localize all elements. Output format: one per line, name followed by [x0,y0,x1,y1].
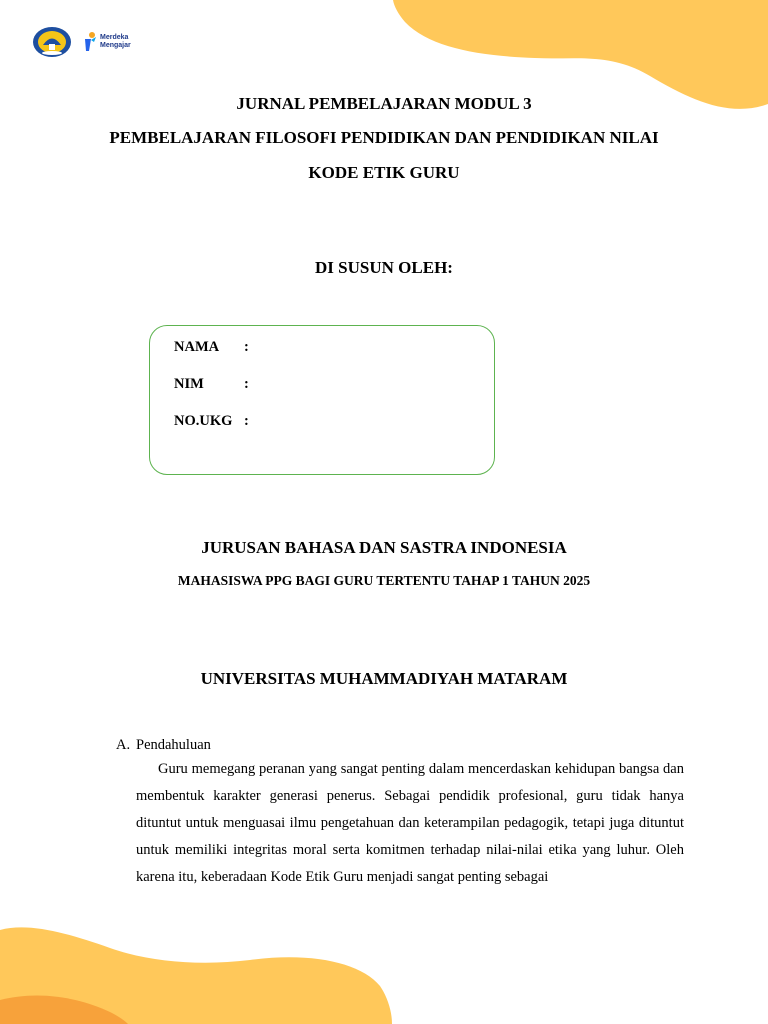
identity-box [149,325,495,475]
section-paragraph: Guru memegang peranan yang sangat penting dalam mencerdaskan kehidupan bangsa dan membentuk karakter generasi penerus. Sebagai pendidik profesional, guru tidak hanya dituntut untuk menguasai ilmu pengetahuan dan keterampilan pedagogik, tetapi juga dituntut untuk memiliki integritas moral serta komitmen terhadap nilai-nilai etika yang luhur. Oleh karena itu, keberadaan Kode Etik Guru menjadi sangat penting sebagai [136,761,684,885]
top-right-yellow-blob [393,0,768,109]
identity-row-nim [174,376,249,393]
author-heading: DI SUSUN OLEH: [315,258,453,277]
university-heading: UNIVERSITAS MUHAMMADIYAH MATARAM [200,669,568,688]
title-line-3: KODE ETIK GURU [308,163,460,182]
noukg-separator: : [244,413,249,429]
identity-row-noukg [174,413,249,430]
title-line-1: JURNAL PEMBELAJARAN MODUL 3 [236,94,532,113]
identity-row-nama [174,339,249,356]
merdeka-mengajar-logo [82,31,131,53]
kemdikbud-logo-icon [32,26,72,58]
section-letter: A. [116,737,131,753]
program-heading: MAHASISWA PPG BAGI GURU TERTENTU TAHAP 1 TAHUN 2025 [177,573,591,588]
department-heading: JURUSAN BAHASA DAN SASTRA INDONESIA [201,538,567,557]
merdeka-mengajar-icon [82,31,98,53]
title-line-2: PEMBELAJARAN FILOSOFI PENDIDIKAN DAN PENDIDIKAN NILAI [109,128,659,147]
nama-label: NAMA [174,339,220,355]
nim-label: NIM [174,376,204,392]
merdeka-text: Merdeka [100,34,129,41]
nim-separator: : [244,376,249,392]
nama-separator: : [244,339,249,355]
noukg-label: NO.UKG [174,413,233,429]
section-title: Pendahuluan [136,737,211,753]
header-logos [32,26,131,58]
mengajar-text: Mengajar [100,42,131,49]
